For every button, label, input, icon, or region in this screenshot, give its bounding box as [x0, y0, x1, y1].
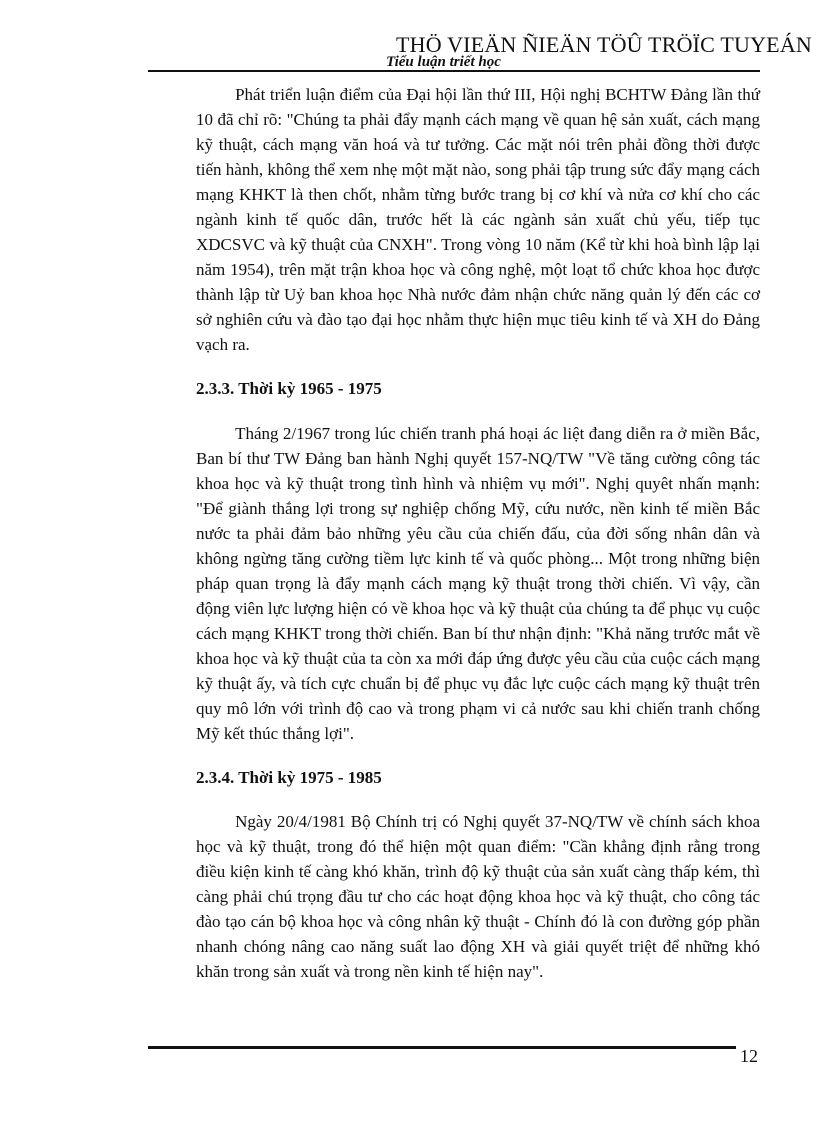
page-number: 12 — [740, 1046, 758, 1066]
paragraph-1975-1985: Ngày 20/4/1981 Bộ Chính trị có Nghị quyết 37-NQ/TW về chính sách khoa học và kỹ thuật, trong đó thể hiện một quan điểm: "Cần khẳng định rằng trong điều kiện kinh tế càng khó khăn, trình độ kỹ thuật của sản xuất càng thấp kém, thì càng phải chú trọng đầu tư cho các hoạt động khoa học và kỹ thuật, cho công tác đào tạo cán bộ khoa học và công nhân kỹ thuật - Chính đó là con đường góp phần nhanh chóng nâng cao năng suất lao động XH và giải quyết triệt để những khó khăn trong sản xuất và trong nền kinh tế hiện nay". — [196, 812, 760, 981]
section-heading-2-3-4: 2.3.4. Thời kỳ 1975 - 1985 — [196, 768, 382, 787]
paragraph-intro: Phát triển luận điểm của Đại hội lần thứ III, Hội nghị BCHTW Đảng lần thứ 10 đã chỉ rõ: "Chúng ta phải đẩy mạnh cách mạng về quan hệ sản xuất, cách mạng kỹ thuật, cách mạng văn hoá và tư tưởng. Các mặt nói trên phải đồng thời được tiến hành, không thể xem nhẹ một mặt nào, song phải tập trung sức đẩy mạng cách mạng KHKT là then chốt, nhằm từng bước trang bị cơ khí và nửa cơ khí cho các ngành kinh tế quốc dân, trước hết là các ngành sản xuất chủ yếu, tiếp tục XDCSVC và kỹ thuật của CNXH". Trong vòng 10 năm (Kể từ khi hoà bình lập lại năm 1954), trên mặt trận khoa học và công nghệ, một loạt tổ chức khoa học được thành lập từ Uỷ ban khoa học Nhà nước đảm nhận chức năng quản lý đến các cơ sở nghiên cứu và đào tạo đại học nhằm thực hiện mục tiêu kinh tế và XH do Đảng vạch ra. — [196, 85, 760, 354]
section-heading-2-3-3: 2.3.3. Thời kỳ 1965 - 1975 — [196, 379, 382, 398]
library-watermark: THÖ VIEÄN ÑIEÄN TÖÛ TRÖÏC TUYEÁN — [395, 32, 812, 57]
footer-rule — [148, 1046, 736, 1049]
running-title: Tiểu luận triết học — [386, 54, 501, 70]
paragraph-1965-1975: Tháng 2/1967 trong lúc chiến tranh phá hoại ác liệt đang diễn ra ở miền Bắc, Ban bí thư TW Đảng ban hành Nghị quyết 157-NQ/TW "Về tăng cường công tác khoa học và kỹ thuật trong tình hình và nhiệm vụ mới". Nghị quyêt nhấn mạnh: "Để giành thắng lợi trong sự nghiệp chống Mỹ, cứu nước, nền kinh tế miền Bắc nước ta phải đảm bảo những yêu cầu của chiến đấu, của đời sống nhân dân và không ngừng tăng cường tiềm lực kinh tế và quốc phòng... Một trong những biện pháp quan trọng là đẩy mạnh cách mạng kỹ thuật trong thời chiến. Vì vậy, cần động viên lực lượng hiện có về khoa học và kỹ thuật của chúng ta để phục vụ cuộc cách mạng KHKT trong thời chiến. Ban bí thư nhận định: "Khả năng trước mắt về khoa học và kỹ thuật của ta còn xa mới đáp ứng được yêu cầu của cuộc cách mạng kỹ thuật ấy, và tích cực chuẩn bị để phục vụ đắc lực cuộc cách mạng kỹ thuật trên quy mô lớn với trình độ cao và trong phạm vi cả nước sau khi chiến tranh chống Mỹ kết thúc thắng lợi". — [196, 424, 760, 743]
page-body — [196, 82, 760, 984]
header-rule — [148, 70, 760, 72]
